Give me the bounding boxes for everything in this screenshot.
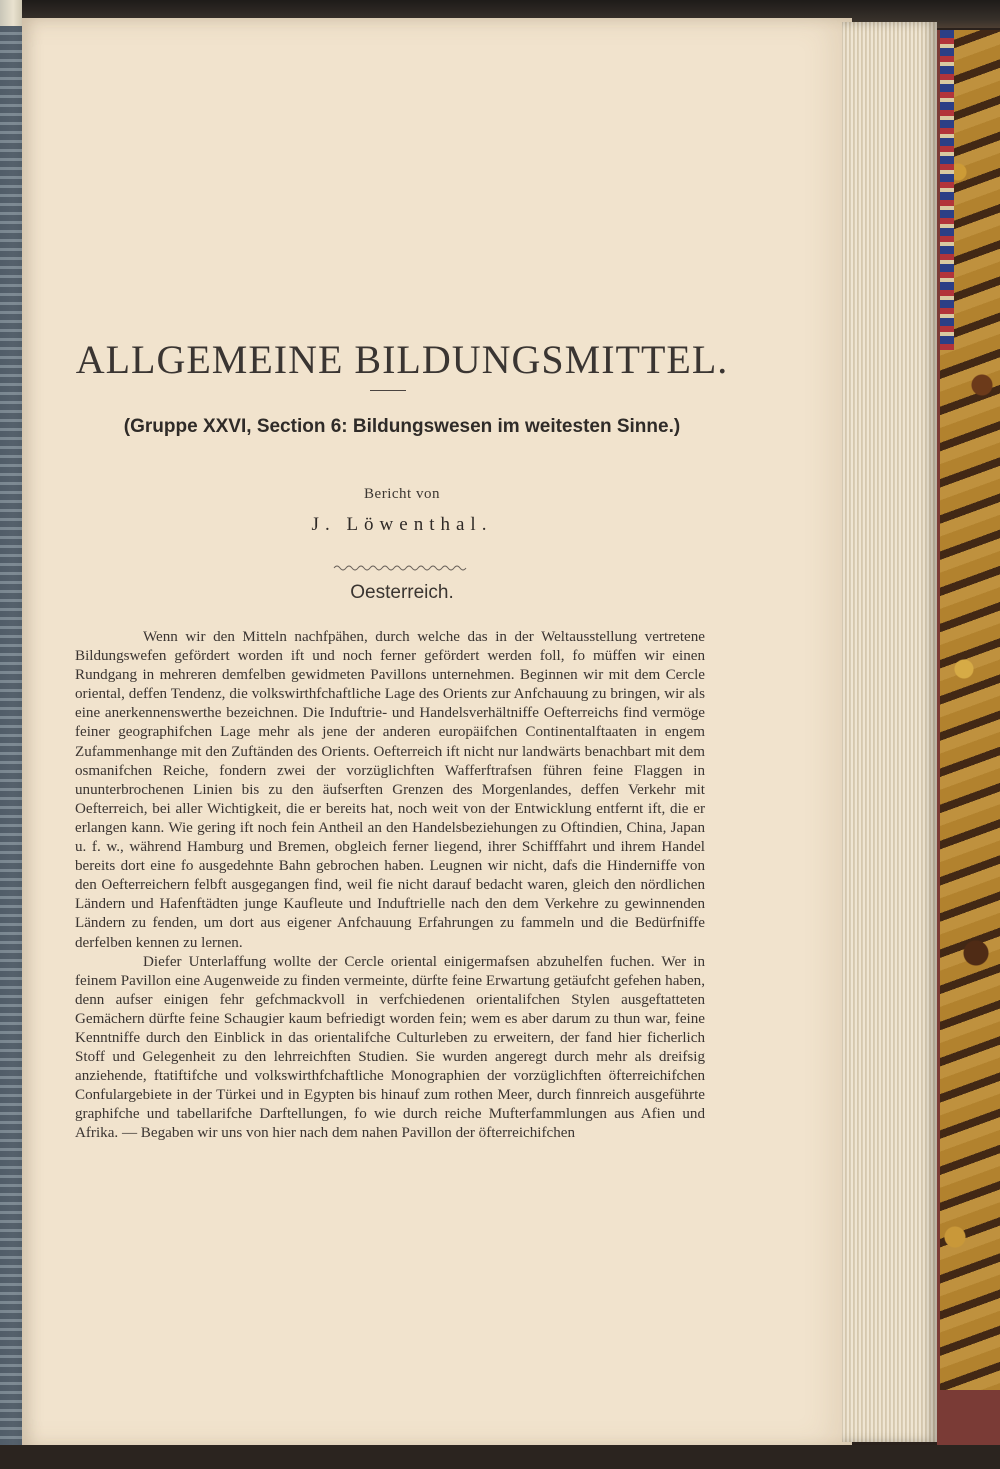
book-bottom-edge <box>0 1445 1000 1469</box>
page-subtitle: (Gruppe XXVI, Section 6: Bildungswesen im weitesten Sinne.) <box>123 416 681 437</box>
marbled-endpaper-top <box>940 30 954 350</box>
author-name: J. Löwenthal. <box>311 514 493 535</box>
section-heading: Oesterreich. <box>350 582 454 603</box>
wavy-divider <box>332 563 472 573</box>
report-label: Bericht von <box>364 486 440 502</box>
left-binding-strip <box>0 26 22 1446</box>
body-text <box>75 628 705 1144</box>
title-rule <box>370 390 406 391</box>
page-stack-edges <box>842 22 937 1442</box>
paragraph: Wenn wir den Mitteln nachfpähen, durch welche das in der Weltausstellung vertretene Bildungswefen gefördert worden ift und noch ferner gefördert werden foll, fo müffen wir einen Rundgang in mehreren demfelben gewidmeten Pavillons unternehmen. Beginnen wir mit dem Cercle oriental, deffen Tendenz, die volkswirthfchaftliche Lage des Orients zur Anfchauung zu bringen, wir als eine anerkennenswerthe bezeichnen. Die Induftrie- und Handelsverhältniffe Oefterreichs find vermöge feiner geographifchen Lage mehr als jene der anderen europäifchen Continentalftaaten in engem Zufammenhange mit den Zuftänden des Orients. Oefterreich ift nicht nur landwärts benachbart mit dem osmanifchen Reiche, fondern zwei der vorzüglichften Wafferftrafsen führen feine Flaggen in ununterbrochenen Linien bis zu den äufserften Grenzen des Morgenlandes, deffen Verkehr mit Oefterreich, bei aller Wichtigkeit, die er bereits hat, noch weit von der Entwicklung entfernt ift, die er erlangen kann. Wie gering ift noch fein Antheil an den Handelsbeziehungen zu Oftindien, China, Japan u. f. w., während Hamburg und Bremen, obgleich ferner liegend, ihrer Schifffahrt und ihrem Handel bereits dort eine fo ausgedehnte Bahn gebrochen haben. Leugnen wir nicht, dafs die Hinderniffe von den Oefterreichern felbft ausgegangen find, weil fie nicht darauf bedacht waren, gleich den nördlichen Ländern und Hafenftädten junge Kaufleute und Induftrielle nach den dem Verkehre zu gewinnenden Ländern zu fenden, um dort aus eigener Anfchauung Erfahrungen zu fammeln und die Bedürfniffe derfelben kennen zu lernen. <box>75 629 705 951</box>
page-content <box>22 18 852 1448</box>
paragraph: Diefer Unterlaffung wollte der Cercle oriental einigermafsen abzuhelfen fuchen. Wer in feinem Pavillon eine Augenweide zu finden vermeinte, dürfte feine Erwartung getäufcht gefehen haben, denn aufser einigen fehr gefchmackvoll in verfchiedenen orientalifchen Stylen ausgeftatteten Gemächern dürfte feine Schaugier kaum befriedigt worden fein; wem es aber darum zu thun war, feine Kenntniffe durch den Einblick in das orientalifche Culturleben zu erweitern, der fand hier ficherlich Stoff und Gelegenheit zu den lehrreichften Studien. Sie wurden angeregt durch mehr als dreifsig anziehende, ftatiftifche und volkswirthfchaftliche Monographien der vorzüglichften öfterreichifchen Confulargebiete in der Türkei und in Egypten bis hinauf zum rothen Meer, durch finnreich ausgeführte graphifche und tabellarifche Darftellungen, fo wie durch reiche Mufterfammlungen aus Afien und Afrika. — Begaben wir uns von hier nach dem nahen Pavillon der öfterreichifchen <box>75 953 705 1142</box>
page-title: ALLGEMEINE BILDUNGSMITTEL. <box>75 337 729 382</box>
